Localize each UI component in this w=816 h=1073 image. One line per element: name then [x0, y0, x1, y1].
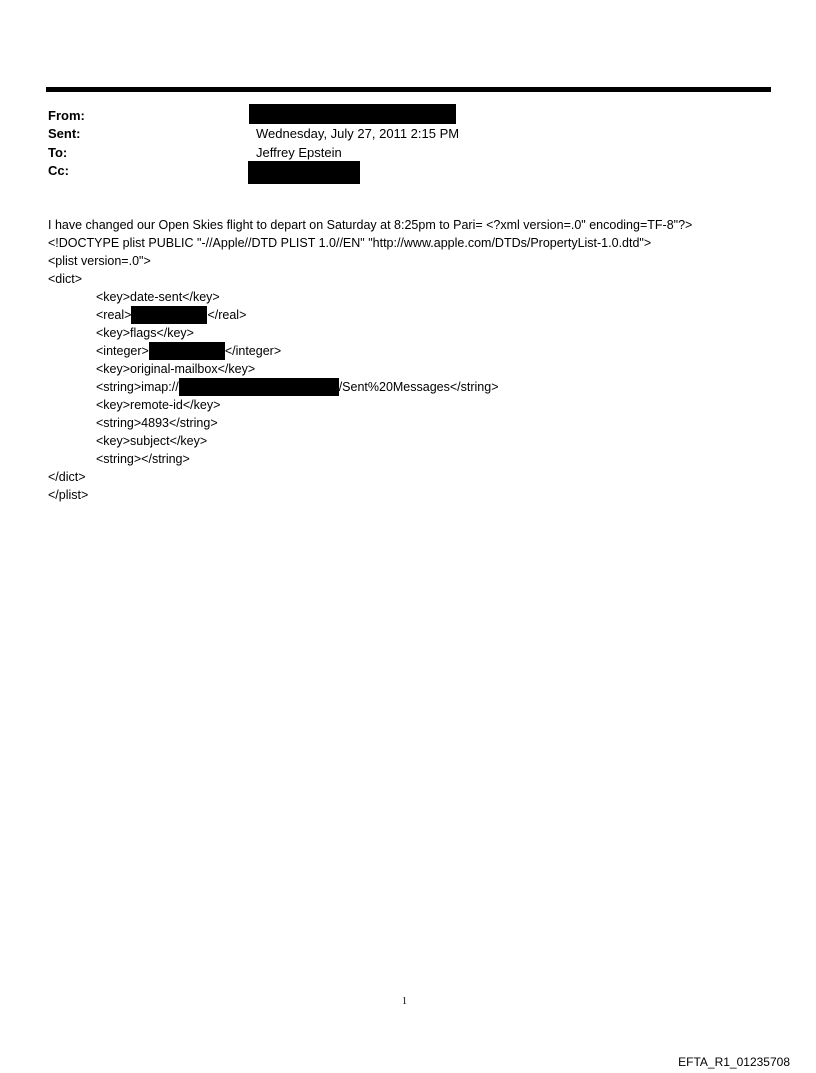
cc-redaction [248, 161, 360, 184]
body-line: <string></string> [96, 452, 190, 466]
body-line: <dict> [48, 272, 83, 286]
body-line: I have changed our Open Skies flight to depart on Saturday at 8:25pm to Pari= <?xml version=.0" encoding=TF-8"?> [48, 218, 693, 232]
real-close-tag: </real> [207, 308, 247, 322]
imap-prefix: <string>imap:// [96, 380, 179, 394]
body-line [96, 378, 499, 396]
integer-value-redaction [149, 342, 225, 360]
from-label: From: [48, 108, 85, 123]
to-label: To: [48, 145, 68, 160]
body-line: <key>subject</key> [96, 434, 208, 448]
body-line [96, 306, 246, 324]
from-redaction [249, 104, 456, 124]
sent-label: Sent: [48, 126, 81, 141]
header-rule [46, 87, 771, 92]
to-value: Jeffrey Epstein [256, 145, 342, 160]
document-id: EFTA_R1_01235708 [678, 1055, 790, 1069]
body-line: <key>original-mailbox</key> [96, 362, 256, 376]
body-line: </plist> [48, 488, 89, 502]
integer-close-tag: </integer> [224, 344, 282, 358]
page-number: 1 [402, 996, 407, 1007]
imap-account-redaction [179, 378, 339, 396]
imap-suffix: /Sent%20Messages</string> [338, 380, 499, 394]
body-line: <string>4893</string> [96, 416, 218, 430]
cc-label: Cc: [48, 163, 69, 178]
body-line: <!DOCTYPE plist PUBLIC "-//Apple//DTD PLIST 1.0//EN" "http://www.apple.com/DTDs/PropertyList-1.0.dtd"> [48, 236, 652, 250]
body-line: <key>flags</key> [96, 326, 194, 340]
integer-open-tag: <integer> [96, 344, 149, 358]
body-line [96, 342, 281, 360]
sent-value: Wednesday, July 27, 2011 2:15 PM [256, 126, 460, 141]
real-value-redaction [131, 306, 207, 324]
body-line: <plist version=.0"> [48, 254, 151, 268]
body-line: <key>remote-id</key> [96, 398, 221, 412]
real-open-tag: <real> [96, 308, 132, 322]
body-line: </dict> [48, 470, 86, 484]
body-line: <key>date-sent</key> [96, 290, 220, 304]
